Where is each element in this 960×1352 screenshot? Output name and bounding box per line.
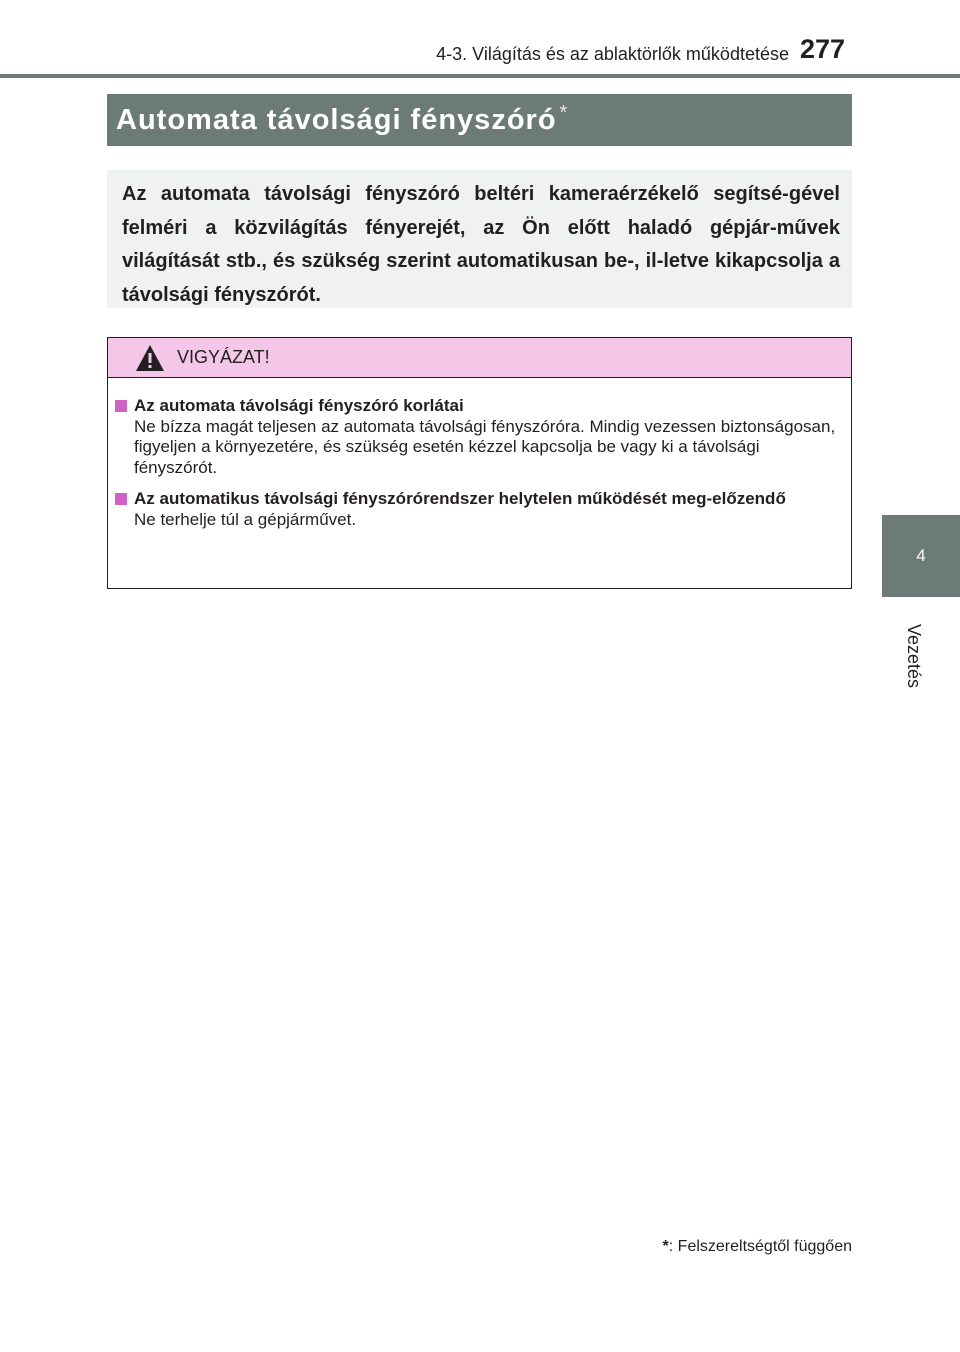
intro-box (107, 170, 852, 308)
chapter-tab (882, 515, 960, 597)
footnote-asterisk: * (662, 1238, 669, 1255)
page-number: 277 (800, 34, 846, 64)
footnote (560, 1238, 852, 1256)
page-title-text: Automata távolsági fényszóró (116, 103, 557, 136)
warning-header (108, 338, 851, 378)
bullet-square-icon (115, 493, 127, 505)
section-title: 4-3. Világítás és az ablaktörlők működtetése (436, 44, 789, 64)
page-title (107, 94, 852, 146)
warning-triangle-icon (135, 344, 165, 372)
warning-item-content (134, 489, 786, 530)
chapter-number: 4 (916, 546, 926, 565)
warning-item (115, 489, 841, 530)
intro-text: Az automata távolsági fényszóró beltéri kameraérzékelő segítsé-gével felméri a közvilágítás fényerejét, az Ön előtt haladó gépjár-művek világítását stb., és szükség szerint automatikusan be-, il-letve kikapcsolja a távolsági fényszórót. (122, 183, 840, 306)
warning-box (107, 337, 852, 589)
warning-item-content (134, 396, 841, 478)
warning-item-heading: Az automata távolsági fényszóró korlátai (134, 396, 464, 415)
footnote-text: : Felszereltségtől függően (668, 1238, 852, 1255)
bullet-square-icon (115, 400, 127, 412)
warning-item-heading: Az automatikus távolsági fényszórórendszer helytelen működését meg-előzendő (134, 489, 786, 508)
chapter-label: Vezetés (904, 623, 924, 689)
header-divider (0, 74, 960, 78)
title-asterisk: * (559, 102, 569, 124)
warning-title: VIGYÁZAT! (177, 347, 270, 367)
warning-item (115, 396, 841, 478)
warning-item-text: Ne bízza magát teljesen az automata távolsági fényszóróra. Mindig vezessen biztonságosan, figyeljen a környezetére, és szükség esetén kézzel kapcsolja be vagy ki a távolsági fényszórót. (134, 416, 836, 477)
warning-body (108, 378, 851, 530)
warning-item-text: Ne terhelje túl a gépjárművet. (134, 509, 357, 529)
